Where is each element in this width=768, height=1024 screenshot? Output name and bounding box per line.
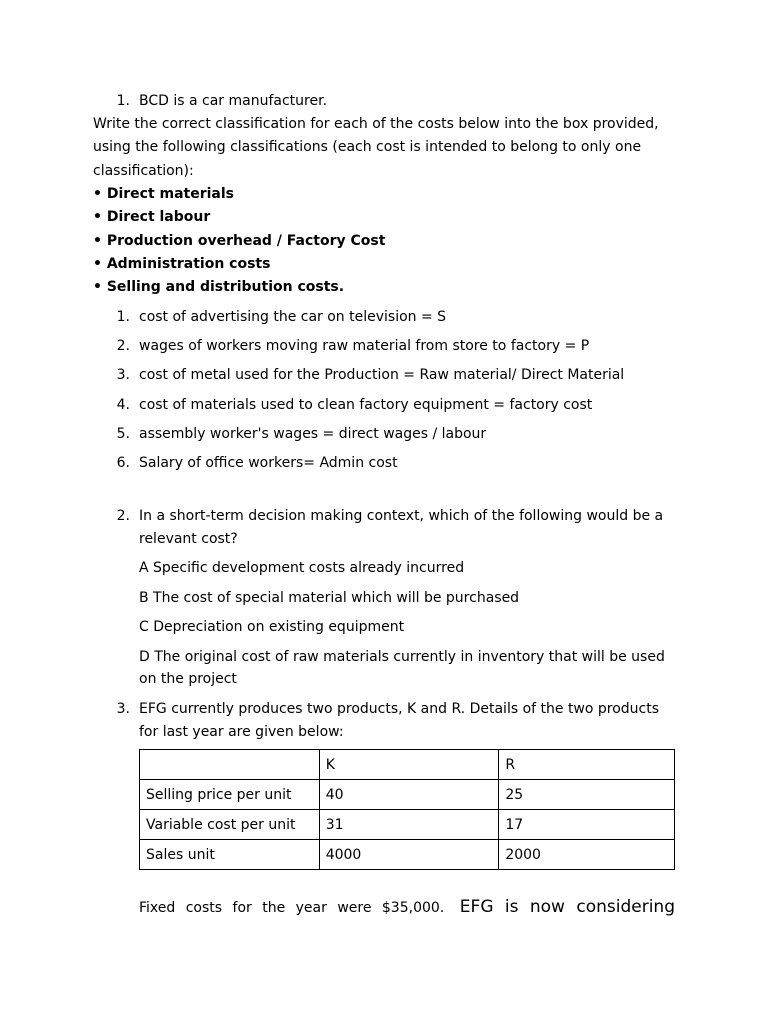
- table-row: [140, 840, 675, 870]
- q2-option-c: C Depreciation on existing equipment: [139, 619, 405, 635]
- table-header-cell: R: [499, 750, 675, 780]
- q1-item-text: cost of advertising the car on television = S: [139, 309, 447, 325]
- table-cell: 4000: [319, 840, 499, 870]
- q1-item-number: 3.: [116, 367, 130, 383]
- q2-number: 2.: [116, 508, 130, 524]
- classification-production-overhead: • Production overhead / Factory Cost: [93, 233, 386, 249]
- q2-option-a: A Specific development costs already incurred: [139, 560, 465, 576]
- continuation-text: EFG is now considering: [459, 897, 675, 917]
- product-details-table: [139, 749, 675, 870]
- q1-title: BCD is a car manufacturer.: [139, 93, 328, 109]
- classification-direct-materials: • Direct materials: [93, 186, 235, 202]
- q2-question-line-1: In a short-term decision making context, which of the following would be a: [139, 508, 664, 524]
- classification-selling-distribution: • Selling and distribution costs.: [93, 279, 345, 295]
- table-header-cell: [140, 750, 320, 780]
- q3-number: 3.: [116, 701, 130, 717]
- table-cell: 40: [319, 780, 499, 810]
- classification-direct-labour: • Direct labour: [93, 209, 211, 225]
- table-row: [140, 780, 675, 810]
- classification-administration-costs: • Administration costs: [93, 256, 271, 272]
- q1-item-text: wages of workers moving raw material from store to factory = P: [139, 338, 590, 354]
- q1-item-number: 2.: [116, 338, 130, 354]
- q3-intro-line-2: for last year are given below:: [139, 724, 344, 740]
- table-cell: Selling price per unit: [140, 780, 320, 810]
- table-cell: 25: [499, 780, 675, 810]
- table-cell: Sales unit: [140, 840, 320, 870]
- table-cell: 2000: [499, 840, 675, 870]
- q3-intro-line-1: EFG currently produces two products, K and R. Details of the two products: [139, 701, 660, 717]
- q1-item-text: assembly worker's wages = direct wages / labour: [139, 426, 487, 442]
- table-header-row: [140, 750, 675, 780]
- q1-item-number: 5.: [116, 426, 130, 442]
- q1-item-number: 1.: [116, 309, 130, 325]
- q1-instruction-line-2: using the following classifications (each cost is intended to belong to only one: [93, 139, 642, 155]
- fixed-costs-text: Fixed costs for the year were $35,000.: [139, 900, 445, 916]
- table-cell: 31: [319, 810, 499, 840]
- q1-item-number: 4.: [116, 397, 130, 413]
- q1-item-number: 6.: [116, 455, 130, 471]
- q1-item-text: Salary of office workers= Admin cost: [139, 455, 398, 471]
- table-header-cell: K: [319, 750, 499, 780]
- table-cell: 17: [499, 810, 675, 840]
- q1-item-text: cost of materials used to clean factory equipment = factory cost: [139, 397, 593, 413]
- q2-option-d-line-1: D The original cost of raw materials currently in inventory that will be used: [139, 649, 665, 665]
- q2-question-line-2: relevant cost?: [139, 531, 238, 547]
- q1-instruction-line-1: Write the correct classification for each of the costs below into the box provided,: [93, 116, 659, 132]
- q1-instruction-line-3: classification):: [93, 163, 194, 179]
- q1-number: 1.: [116, 93, 130, 109]
- q3-fixed-costs-line: [139, 897, 675, 918]
- q2-option-b: B The cost of special material which will be purchased: [139, 590, 520, 606]
- table-cell: Variable cost per unit: [140, 810, 320, 840]
- q2-option-d-line-2: on the project: [139, 671, 237, 687]
- table-row: [140, 810, 675, 840]
- q1-item-text: cost of metal used for the Production = Raw material/ Direct Material: [139, 367, 625, 383]
